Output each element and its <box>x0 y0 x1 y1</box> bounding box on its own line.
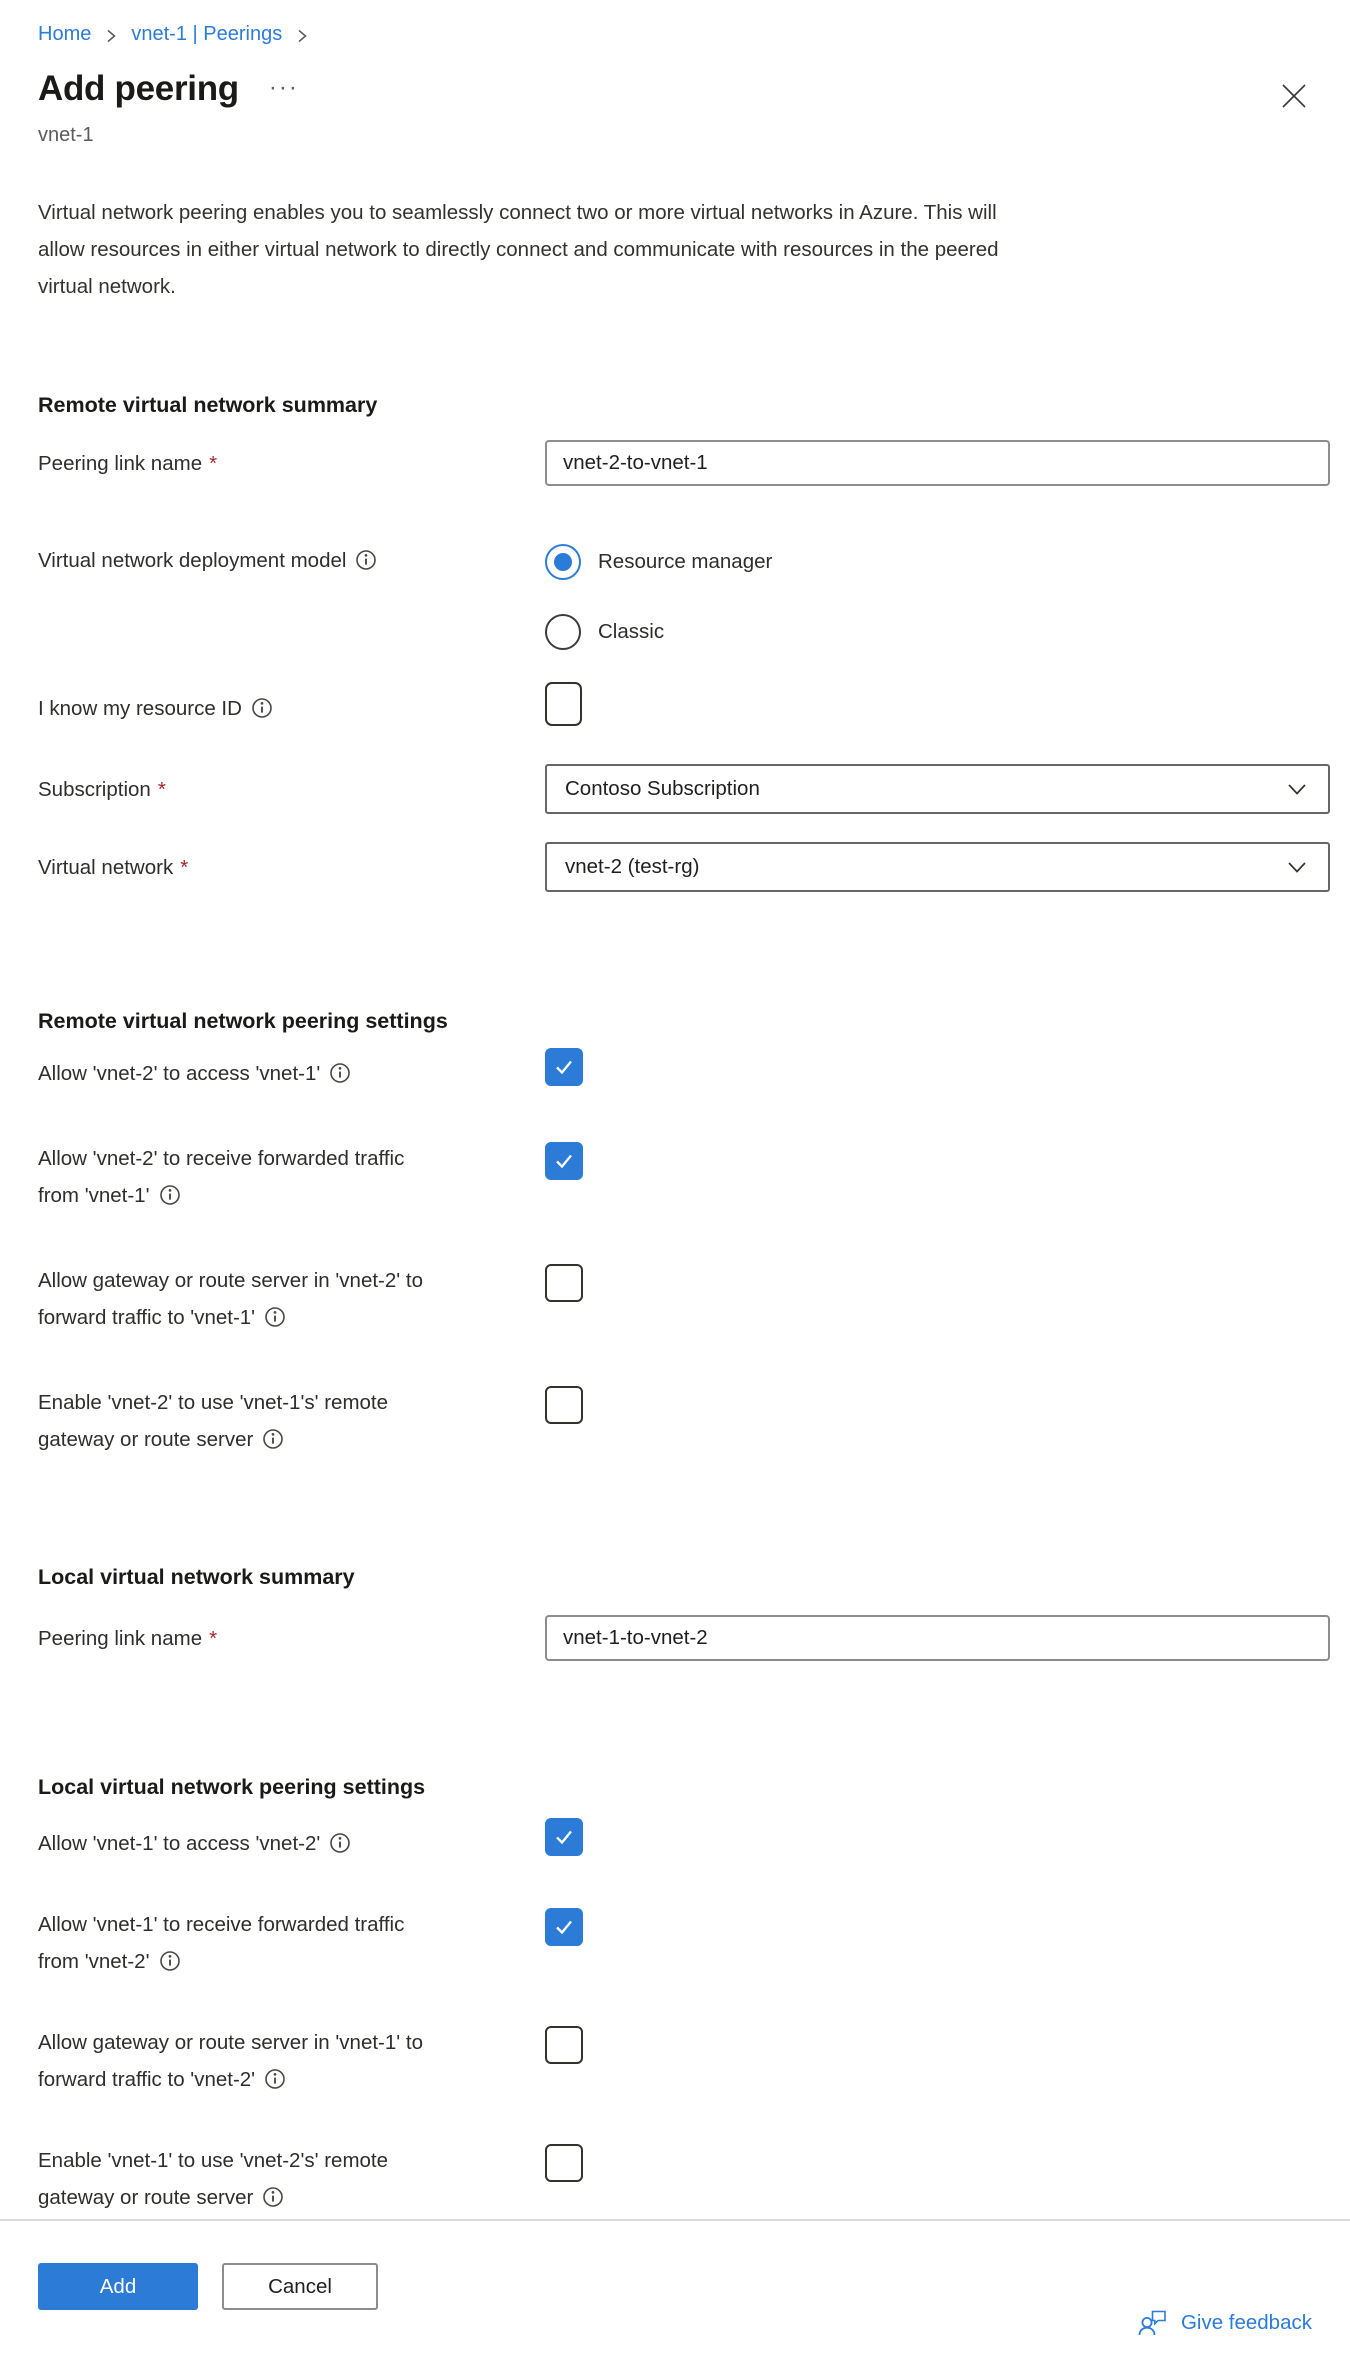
info-icon[interactable] <box>262 2186 284 2208</box>
info-icon[interactable] <box>159 1184 181 1206</box>
remote-peering-link-input[interactable] <box>545 440 1330 486</box>
setting-checkbox[interactable] <box>545 1908 583 1946</box>
deployment-model-radio-group <box>545 542 1330 650</box>
resource-id-checkbox[interactable] <box>545 682 582 726</box>
subscription-row <box>38 764 1330 814</box>
local-setting-row <box>38 2142 1330 2216</box>
local-peering-link-label: Peering link name * <box>38 1626 218 1650</box>
remote-setting-row <box>38 1140 1330 1214</box>
info-icon[interactable] <box>264 1306 286 1328</box>
page-title: Add peering <box>38 69 239 108</box>
resource-id-row <box>38 690 1330 726</box>
radio-label: Classic <box>598 620 665 643</box>
subscription-label: Subscription * <box>38 777 166 801</box>
local-settings-heading: Local virtual network peering settings <box>38 1775 426 1799</box>
info-icon[interactable] <box>159 1950 181 1972</box>
remote-setting-row <box>38 1384 1330 1458</box>
pane-subtitle: vnet-1 <box>38 124 94 146</box>
add-button[interactable]: Add <box>38 2263 198 2310</box>
setting-checkbox[interactable] <box>545 1048 583 1086</box>
deployment-model-row <box>38 542 1330 650</box>
chevron-down-icon <box>1284 780 1310 798</box>
deployment-model-label: Virtual network deployment model <box>38 542 545 574</box>
remote-setting-row <box>38 1262 1330 1336</box>
required-asterisk: * <box>209 451 218 475</box>
resource-id-label: I know my resource ID <box>38 695 545 722</box>
chevron-right-icon <box>104 27 118 45</box>
radio-classic[interactable] <box>545 614 1330 650</box>
chevron-down-icon <box>1284 858 1310 876</box>
pane-header <box>38 66 1330 117</box>
local-summary-heading: Local virtual network summary <box>38 1565 355 1589</box>
radio-label: Resource manager <box>598 550 773 573</box>
radio-icon <box>545 614 581 650</box>
radio-resource-manager[interactable] <box>545 544 1330 580</box>
cancel-button[interactable]: Cancel <box>222 2263 378 2310</box>
local-peering-link-row <box>38 1615 1330 1661</box>
breadcrumb-vnet-peerings-link[interactable]: vnet-1 | Peerings <box>131 23 283 45</box>
breadcrumb <box>38 0 1330 46</box>
info-icon[interactable] <box>262 1428 284 1450</box>
setting-label: Allow 'vnet-2' to receive forwarded trafficfrom 'vnet-1' <box>38 1147 405 1207</box>
setting-label: Allow gateway or route server in 'vnet-1' toforward traffic to 'vnet-2' <box>38 2031 423 2091</box>
setting-label: Enable 'vnet-1' to use 'vnet-2's' remotegateway or route server <box>38 2149 389 2209</box>
info-icon[interactable] <box>355 549 377 571</box>
give-feedback-link[interactable]: Give feedback <box>1137 2309 1312 2337</box>
feedback-person-icon <box>1137 2309 1168 2337</box>
required-asterisk: * <box>157 777 166 801</box>
subscription-select[interactable]: Contoso Subscription <box>545 764 1330 814</box>
remote-setting-row <box>38 1055 1330 1092</box>
local-setting-row <box>38 1825 1330 1862</box>
setting-checkbox[interactable] <box>545 1386 583 1424</box>
local-peering-link-input[interactable] <box>545 1615 1330 1661</box>
setting-label: Enable 'vnet-2' to use 'vnet-1's' remotegateway or route server <box>38 1391 389 1451</box>
virtual-network-label: Virtual network * <box>38 855 189 879</box>
info-icon[interactable] <box>264 2068 286 2090</box>
close-icon[interactable] <box>1278 80 1310 117</box>
setting-checkbox[interactable] <box>545 1264 583 1302</box>
setting-label: Allow 'vnet-1' to receive forwarded trafficfrom 'vnet-2' <box>38 1913 405 1973</box>
info-icon[interactable] <box>329 1832 351 1854</box>
setting-checkbox[interactable] <box>545 2144 583 2182</box>
info-icon[interactable] <box>251 697 273 719</box>
required-asterisk: * <box>180 855 189 879</box>
remote-peering-link-row <box>38 440 1330 486</box>
required-asterisk: * <box>209 1626 218 1650</box>
remote-settings-heading: Remote virtual network peering settings <box>38 1009 448 1033</box>
chevron-right-icon <box>295 27 309 45</box>
local-setting-row <box>38 2024 1330 2098</box>
remote-peering-link-label: Peering link name * <box>38 451 218 475</box>
remote-summary-heading: Remote virtual network summary <box>38 393 378 417</box>
radio-icon <box>545 544 581 580</box>
virtual-network-row <box>38 842 1330 892</box>
footer-bar <box>0 2219 1350 2364</box>
setting-label: Allow 'vnet-1' to access 'vnet-2' <box>38 1825 545 1862</box>
setting-checkbox[interactable] <box>545 2026 583 2064</box>
setting-label: Allow gateway or route server in 'vnet-2' toforward traffic to 'vnet-1' <box>38 1269 423 1329</box>
info-icon[interactable] <box>329 1062 351 1084</box>
intro-text: Virtual network peering enables you to seamlessly connect two or more virtual networks in Azure. This will allow resources in either virtual network to directly connect and communicate with resources in the peered virtual network. <box>38 201 999 298</box>
breadcrumb-home-link[interactable]: Home <box>38 23 92 45</box>
setting-checkbox[interactable] <box>545 1818 583 1856</box>
local-setting-row <box>38 1906 1330 1980</box>
setting-label: Allow 'vnet-2' to access 'vnet-1' <box>38 1055 545 1092</box>
setting-checkbox[interactable] <box>545 1142 583 1180</box>
more-options-icon[interactable]: ··· <box>268 74 299 101</box>
virtual-network-select[interactable]: vnet-2 (test-rg) <box>545 842 1330 892</box>
